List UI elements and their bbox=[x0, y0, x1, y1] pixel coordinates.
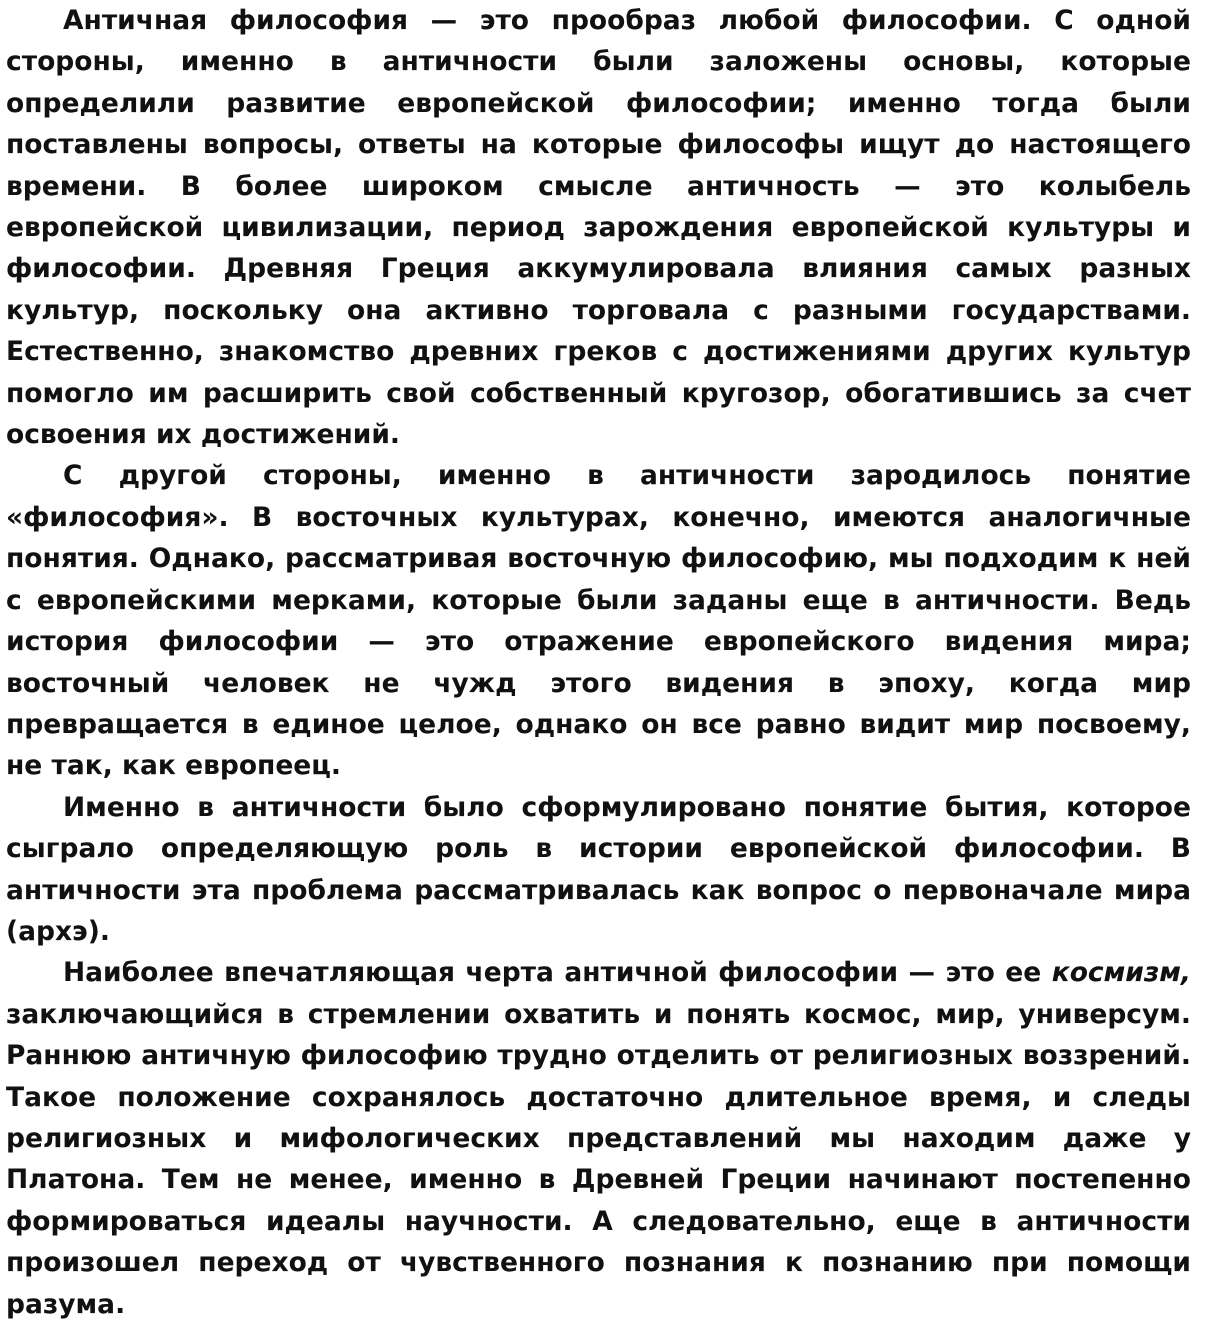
paragraph-3 bbox=[6, 787, 1191, 953]
paragraph-4-emphasis: космизм, bbox=[1051, 957, 1191, 989]
paragraph-2-text: С другой стороны, именно в античности зародилось понятие «философия». В восточных культурах, конечно, имеются аналогичные понятия. Однако, рассматривая восточную философию, мы подходим к ней с европейскими мерками, которые были заданы еще в античности. Ведь история философии — это отражение европейского видения мира; восточный человек не чужд этого видения в эпоху, когда мир превращается в единое целое, однако он все равно видит мир посвоему, не так, как европеец. bbox=[6, 460, 1191, 782]
document-page bbox=[6, 0, 1191, 1325]
paragraph-4-text-before: Наиболее впечатляющая черта античной философии — это ее bbox=[63, 957, 1052, 989]
paragraph-2 bbox=[6, 455, 1191, 786]
paragraph-3-text: Именно в античности было сформулировано понятие бытия, которое сыграло определяющую роль в истории европейской философии. В античности эта проблема рассматривалась как вопрос о первоначале мира (архэ). bbox=[6, 791, 1191, 947]
paragraph-4-text-after: заключающийся в стремлении охватить и понять космос, мир, универсум. Раннюю античную философию трудно отделить от религиозных воззрений. Такое положение сохранялось достаточно длительное время, и следы религиозных и мифологических представлений мы находим даже у Платона. Тем не менее, именно в Древней Греции начинают постепенно формироваться идеалы научности. А следовательно, еще в античности произошел переход от чувственного познания к познанию при помощи разума. bbox=[6, 998, 1191, 1320]
paragraph-4 bbox=[6, 952, 1191, 1325]
paragraph-1-lead: Античная философия — это прообраз любой философии. bbox=[63, 5, 1032, 36]
paragraph-1-text: С одной стороны, именно в античности были заложены основы, которые определили развитие европейской философии; именно тогда были поставлены вопросы, ответы на которые философы ищут до настоящего времени. В более широком смысле античность — это колыбель европейской цивилизации, период зарождения европейской культуры и философии. Древняя Греция аккумулировала влияния самых разных культур, поскольку она активно торговала с разными государствами. Естественно, знакомство древних греков с достижениями других культур помогло им расширить свой собственный кругозор, обогатившись за счет освоения их достижений. bbox=[6, 5, 1192, 451]
paragraph-1 bbox=[6, 0, 1191, 455]
